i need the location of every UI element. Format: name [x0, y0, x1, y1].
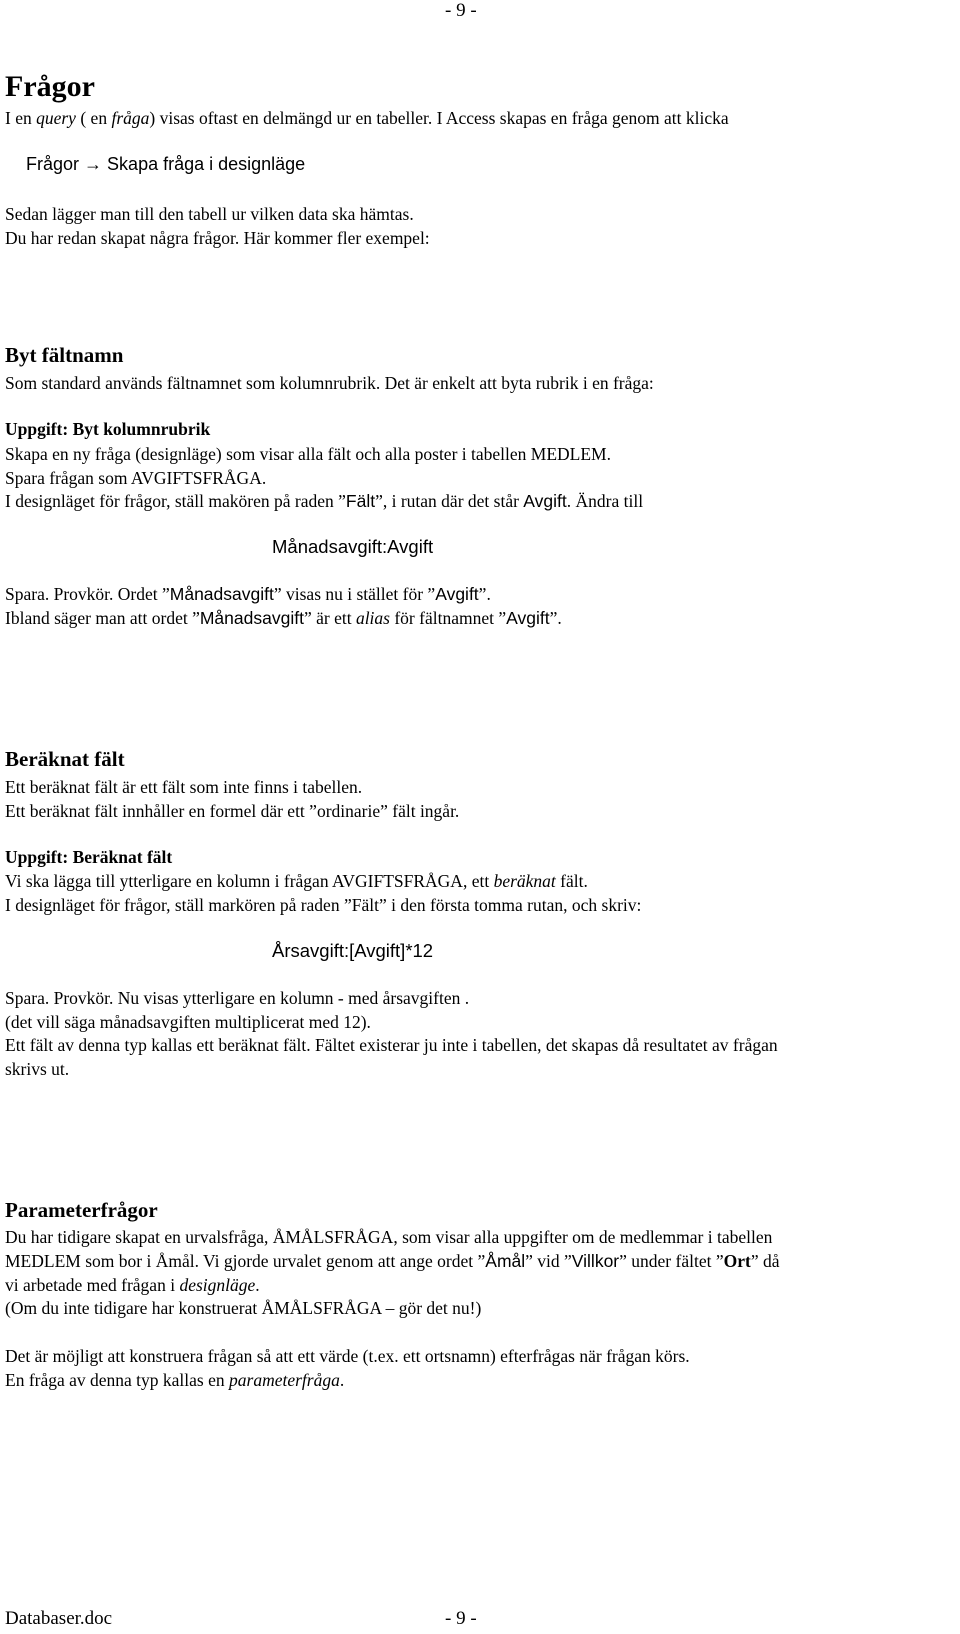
text: ”. — [478, 584, 491, 604]
field-name: Fält — [345, 491, 376, 511]
paragraph-line: (det vill säga månadsavgiften multiplicerat med 12). — [5, 1012, 371, 1032]
text: ” vid ” — [525, 1251, 572, 1271]
formula-manadsavgift: Månadsavgift:Avgift — [272, 536, 434, 557]
paragraph-line: Spara frågan som AVGIFTSFRÅGA. — [5, 468, 267, 488]
paragraph-intro — [5, 107, 729, 129]
field-name: Avgift — [506, 608, 550, 628]
menu-path-from: Frågor — [26, 154, 80, 174]
term-designlage: designläge — [179, 1275, 256, 1295]
menu-path — [26, 154, 305, 175]
paragraph-line — [5, 1369, 344, 1391]
paragraph-line: Sedan lägger man till den tabell ur vilken data ska hämtas. — [5, 204, 414, 224]
text: I en — [5, 108, 37, 128]
text: ) visas oftast en delmängd ur en tabeller. I Access skapas en fråga genom att klicka — [149, 108, 729, 128]
text: En fråga av denna typ kallas en — [5, 1370, 230, 1390]
menu-path-to: Skapa fråga i designläge — [107, 154, 306, 174]
text: ”, i rutan där det står — [375, 491, 524, 511]
text: . — [255, 1275, 260, 1295]
text: för fältnamnet ” — [389, 608, 507, 628]
paragraph-line — [5, 607, 562, 629]
term-beraknat: beräknat — [493, 871, 556, 891]
row-villkor: Villkor — [571, 1251, 620, 1271]
text: ” visas nu i stället för ” — [273, 584, 436, 604]
footer-page-number: - 9 - — [445, 1608, 477, 1629]
text: ” då — [750, 1251, 780, 1271]
formula-arsavgift: Årsavgift:[Avgift]*12 — [272, 940, 434, 961]
value-amal: Åmål — [485, 1251, 526, 1271]
task-heading: Uppgift: Beräknat fält — [5, 847, 173, 867]
text: . — [339, 1370, 345, 1390]
paragraph-line — [5, 490, 643, 512]
field-name: Avgift — [435, 584, 479, 604]
paragraph-line: Det är möjligt att konstruera frågan så att ett värde (t.ex. ett ortsnamn) efterfrågas när frågan körs. — [5, 1346, 690, 1366]
text: I designläget för frågor, ställ makören på raden ” — [5, 491, 346, 511]
paragraph-line: Ett beräknat fält innhåller en formel där ett ”ordinarie” fält ingår. — [5, 801, 460, 821]
section-title-beraknat-falt: Beräknat fält — [5, 747, 125, 771]
paragraph-line: Spara. Provkör. Nu visas ytterligare en kolumn - med årsavgiften . — [5, 988, 470, 1008]
term-parameterfraga: parameterfråga — [229, 1370, 340, 1390]
paragraph-line: Som standard används fältnamnet som kolumnrubrik. Det är enkelt att byta rubrik i en fråga: — [5, 373, 654, 393]
field-name: Avgift — [523, 491, 567, 511]
paragraph-line — [5, 1274, 260, 1296]
text: ”. — [549, 608, 562, 628]
arrow-right-icon: → — [84, 154, 103, 174]
text: ( en — [75, 108, 112, 128]
paragraph-line: I designläget för frågor, ställ markören på raden ”Fält” i den första tomma rutan, och skriv: — [5, 895, 642, 915]
text: fält. — [555, 871, 588, 891]
term-query: query — [36, 108, 76, 128]
section-title-fragor: Frågor — [5, 70, 95, 103]
paragraph-line: (Om du inte tidigare har konstruerat ÅMÅLSFRÅGA – gör det nu!) — [5, 1298, 482, 1318]
section-title-byt-faltnamn: Byt fältnamn — [5, 343, 124, 367]
text: Ibland säger man att ordet ” — [5, 608, 200, 628]
paragraph-line: Ett beräknat fält är ett fält som inte finns i tabellen. — [5, 777, 363, 797]
header-page-number: - 9 - — [445, 0, 477, 21]
field-name: Månadsavgift — [199, 608, 304, 628]
term-alias: alias — [355, 608, 390, 628]
paragraph-line: Du har tidigare skapat en urvalsfråga, ÅMÅLSFRÅGA, som visar alla uppgifter om de medlemmar i tabellen — [5, 1227, 773, 1247]
paragraph-line — [5, 583, 491, 605]
paragraph-line: Ett fält av denna typ kallas ett beräknat fält. Fältet existerar ju inte i tabellen, det skapas då resultatet av frågan — [5, 1035, 778, 1055]
field-name: Månadsavgift — [169, 584, 274, 604]
paragraph-line: Du har redan skapat några frågor. Här kommer fler exempel: — [5, 228, 430, 248]
paragraph-line: Skapa en ny fråga (designläge) som visar alla fält och alla poster i tabellen MEDLEM. — [5, 444, 611, 464]
field-ort: Ort — [723, 1251, 751, 1271]
footer-filename: Databaser.doc — [5, 1608, 113, 1629]
text: vi arbetade med frågan i — [5, 1275, 180, 1295]
text: Vi ska lägga till ytterligare en kolumn i frågan AVGIFTSFRÅGA, ett — [5, 871, 494, 891]
task-heading: Uppgift: Byt kolumnrubrik — [5, 419, 211, 439]
paragraph-line — [5, 1250, 779, 1272]
text: MEDLEM som bor i Åmål. Vi gjorde urvalet genom att ange ordet ” — [5, 1251, 486, 1271]
text: . Ändra till — [566, 491, 644, 511]
paragraph-line — [5, 870, 588, 892]
section-title-parameterfragor: Parameterfrågor — [5, 1198, 158, 1222]
text: ” under fältet ” — [619, 1251, 724, 1271]
text: ” är ett — [303, 608, 356, 628]
text: Spara. Provkör. Ordet ” — [5, 584, 170, 604]
term-fraga: fråga — [111, 108, 150, 128]
paragraph-line: skrivs ut. — [5, 1059, 70, 1079]
